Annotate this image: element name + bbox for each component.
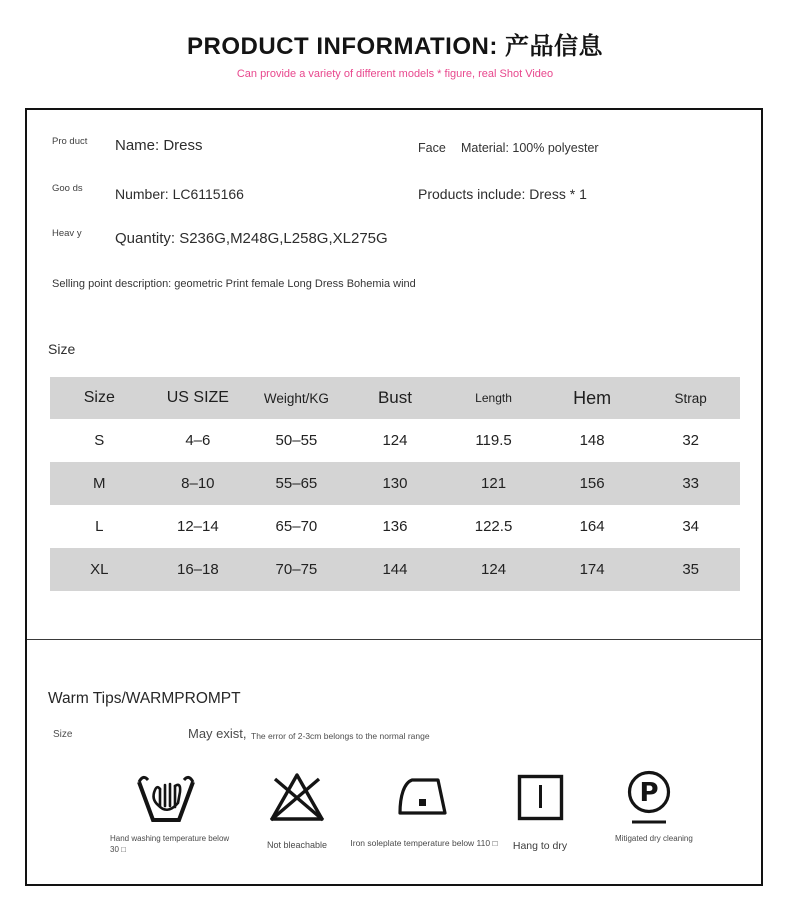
cell: 35 xyxy=(682,561,700,578)
cell: 156 xyxy=(579,475,605,492)
col-header-weight: Weight/KG xyxy=(247,377,346,419)
section-divider xyxy=(27,639,761,640)
info-tag-heavy: Heav y xyxy=(52,228,82,239)
page-subtitle: Can provide a variety of different models * figure, real Shot Video xyxy=(236,68,554,80)
tips-error-note: The error of 2-3cm belongs to the normal range xyxy=(251,731,430,741)
cell: 33 xyxy=(682,475,700,492)
tips-may-exist: May exist, xyxy=(188,726,247,741)
care-item-no-bleach xyxy=(235,768,359,851)
cell: 16–18 xyxy=(176,561,219,578)
cell: 122.5 xyxy=(474,518,513,535)
do-not-bleach-icon xyxy=(268,768,326,826)
cell: 32 xyxy=(682,432,700,449)
hand-wash-icon xyxy=(137,768,195,826)
cell: 70–75 xyxy=(275,561,318,578)
selling-point: Selling point description: geometric Print female Long Dress Bohemia wind xyxy=(52,278,416,290)
care-label: Not bleachable xyxy=(266,840,328,850)
care-item-dry-clean xyxy=(597,768,701,845)
col-header-strap: Strap xyxy=(641,377,740,419)
table-row-s xyxy=(50,419,740,462)
cell: 12–14 xyxy=(176,518,219,535)
cell: 65–70 xyxy=(275,518,318,535)
face-label: Face xyxy=(418,141,446,155)
page-title: PRODUCT INFORMATION: 产品信息 xyxy=(186,33,604,60)
cell: 124 xyxy=(481,561,507,578)
cell: 174 xyxy=(579,561,605,578)
product-name: Name: Dress xyxy=(115,137,203,154)
cell: 136 xyxy=(382,518,408,535)
col-header-bust: Bust xyxy=(346,377,445,419)
svg-text:P: P xyxy=(639,777,659,808)
hang-to-dry-icon xyxy=(517,768,564,826)
cell: 34 xyxy=(682,518,700,535)
cell: 121 xyxy=(481,475,507,492)
cell: M xyxy=(93,475,106,492)
size-table xyxy=(50,377,740,591)
info-tag-product: Pro duct xyxy=(52,136,88,147)
care-item-iron xyxy=(344,768,504,849)
table-row-m xyxy=(50,462,740,505)
cell: 55–65 xyxy=(275,475,318,492)
col-header-hem: Hem xyxy=(543,377,642,419)
cell: S xyxy=(94,432,105,449)
material-value: Material: 100% polyester xyxy=(461,141,599,155)
product-number: Number: LC6115166 xyxy=(115,186,244,202)
tips-size-label: Size xyxy=(53,729,73,740)
warm-tips-heading: Warm Tips/WARMPROMPT xyxy=(48,690,241,707)
care-label: Hang to dry xyxy=(512,840,568,852)
cell: XL xyxy=(90,561,109,578)
cell: 164 xyxy=(579,518,605,535)
product-quantity: Quantity: S236G,M248G,L258G,XL275G xyxy=(115,230,388,247)
care-item-hand-wash xyxy=(95,768,237,856)
col-header-us-size: US SIZE xyxy=(149,377,248,419)
cell: 4–6 xyxy=(185,432,211,449)
cell: 144 xyxy=(382,561,408,578)
care-item-hang-dry xyxy=(483,768,597,853)
cell: 8–10 xyxy=(181,475,215,492)
cell: 50–55 xyxy=(275,432,318,449)
care-label: Mitigated dry cleaning xyxy=(615,834,693,843)
care-label: Hand washing temperature below 30 □ xyxy=(110,834,230,854)
care-label: Iron soleplate temperature below 110 □ xyxy=(350,838,498,848)
products-include: Products include: Dress * 1 xyxy=(418,186,587,202)
cell: 119.5 xyxy=(475,432,512,449)
col-header-length: Length xyxy=(444,377,543,419)
iron-one-dot-icon xyxy=(397,768,451,826)
table-row-xl xyxy=(50,548,740,591)
col-header-size: Size xyxy=(50,377,149,419)
gentle-dry-clean-icon xyxy=(625,768,673,826)
cell: 124 xyxy=(382,432,408,449)
table-row-l xyxy=(50,505,740,548)
cell: L xyxy=(95,518,104,535)
cell: 148 xyxy=(579,432,605,449)
info-tag-goods: Goo ds xyxy=(52,183,83,194)
size-section-heading: Size xyxy=(48,341,76,357)
size-table-header-row xyxy=(50,377,740,419)
cell: 130 xyxy=(382,475,408,492)
